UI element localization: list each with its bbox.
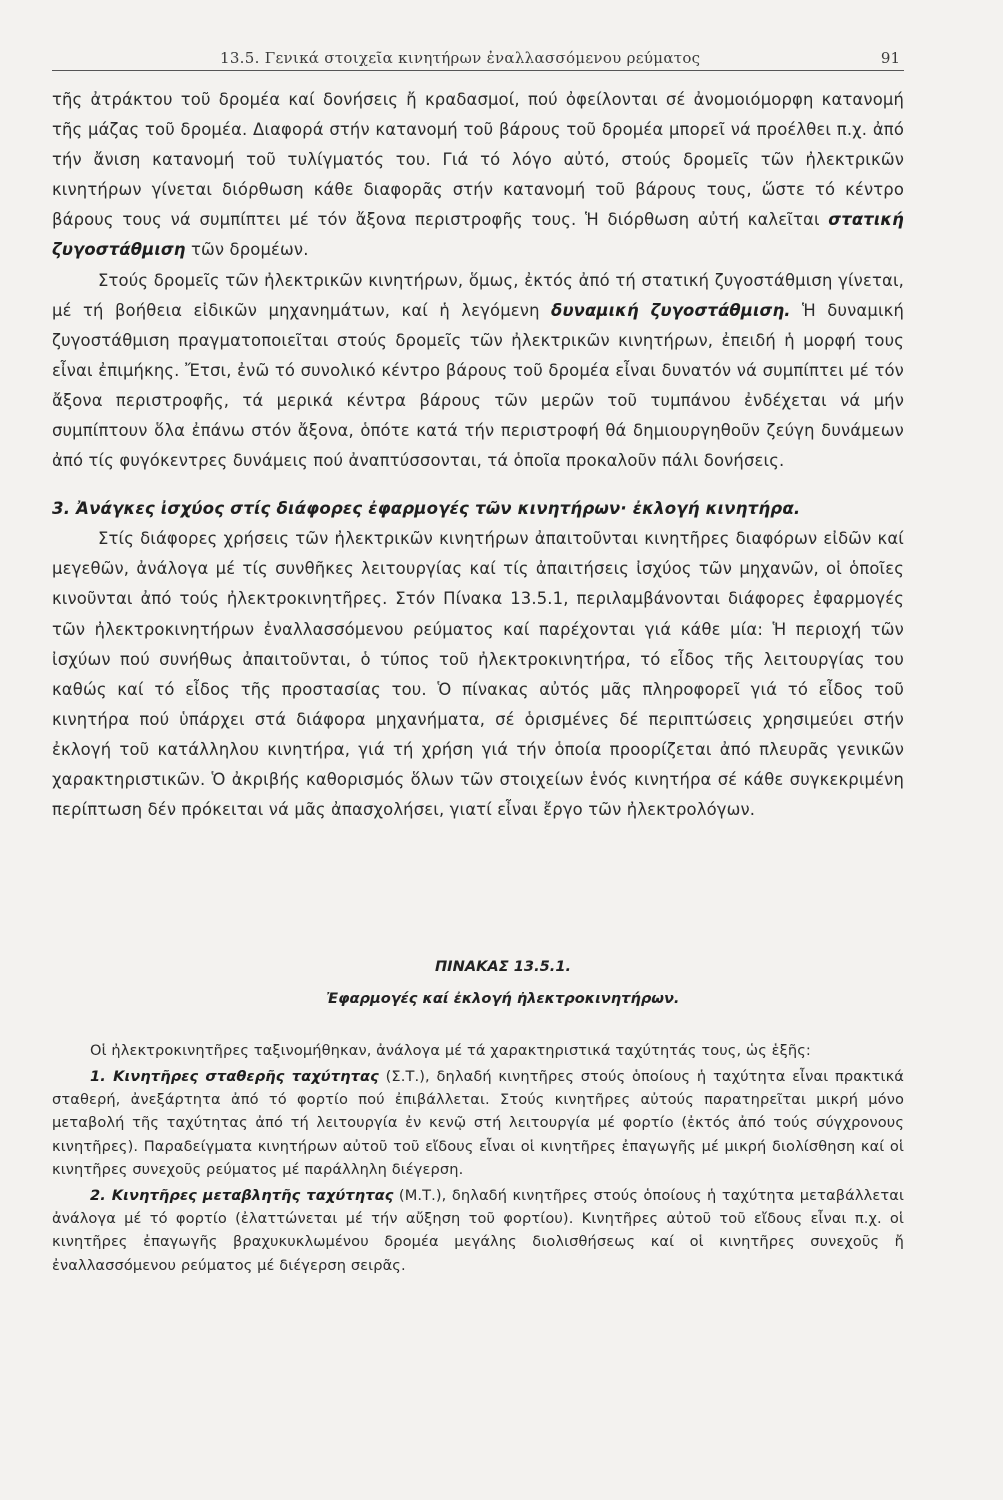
- table-caption: [52, 951, 904, 1015]
- paragraph-text: Στούς δρομεῖς τῶν ἠλεκτρικῶν κινητήρων, ὅμως, ἐκτός ἀπό τή στατική ζυγοστάθμιση γίνεται, μέ τή βοήθεια εἰδικῶν μηχανημάτων, καί ἡ λεγόμενη: [52, 270, 904, 320]
- table-title: Ἐφαρμογές καί ἐκλογή ἠλεκτροκινητήρων.: [326, 990, 680, 1008]
- paragraph-text: τῆς ἀτράκτου τοῦ δρομέα καί δονήσεις ἤ κραδασμοί, πού ὀφείλονται σέ ἀνομοιόμορφη κατανομή τῆς μάζας τοῦ δρομέα. Διαφορά στήν κατανομή τοῦ βάρους τοῦ δρομέα μπορεῖ νά προέλθει π.χ. ἀπό τήν ἄνιση κατανομή τοῦ τυλίγματός του. Γιά τό λόγο αὐτό, στούς δρομεῖς τῶν ἠλεκτρικῶν κινητήρων γίνεται διόρθωση κάθε διαφορᾶς στήν κατανομή τοῦ βάρους τους, ὥστε τό κέντρο βάρους τους νά συμπίπτει μέ τόν ἄξονα περιστροφῆς τους. Ἡ διόρθωση αὐτή καλεῖται: [52, 90, 904, 230]
- note-text: (Σ.Τ.), δηλαδή κινητῆρες στούς ὁποίους ἡ ταχύτητα εἶναι πρακτικά σταθερή, ἀνεξάρτητα ἀπό τό φορτίο πού ἐπιβάλλεται. Στούς κινητῆρες αὐτούς παρατηρεῖται μικρή μόνο μεταβολή τῆς ταχύτητας ἀπό τή λειτουργία ἐν κενῷ στή λειτουργία μέ φορτίο (ἐκτός ἀπό τούς σύγχρονους κινητῆρες). Παραδείγματα κινητήρων αὐτοῦ τοῦ εἴδους εἶναι οἱ κινητῆρες ἐπαγωγῆς μέ μικρή διολίσθηση καί οἱ κινητῆρες συνεχοῦς ρεύματος μέ παράλληλη διέγερση.: [52, 1067, 905, 1179]
- table-notes: [52, 1039, 904, 1277]
- main-text: [52, 85, 904, 825]
- note-text: (Μ.Τ.), δηλαδή κινητῆρες στούς ὁποίους ἡ ταχύτητα μεταβάλλεται ἀνάλογα μέ τό φορτίο (ἐλαττώνεται μέ τήν αὔξηση τοῦ φορτίου). Κινητῆρες αὐτοῦ τοῦ εἴδους εἶναι π.χ. οἱ κινητῆρες ἐπαγωγῆς βραχυκυκλωμένου δρομέα μεγάλης διολισθήσεως καί οἱ κινητῆρες συνεχοῦς ἤ ἐναλλασσόμενου ρεύματος μέ διέγερση σειρᾶς.: [52, 1186, 904, 1274]
- paragraph-power-needs: Στίς διάφορες χρήσεις τῶν ἠλεκτρικῶν κινητήρων ἀπαιτοῦνται κινητῆρες διαφόρων εἰδῶν καί μεγεθῶν, ἀνάλογα μέ τίς συνθῆκες λειτουργίας καί τίς ἀπαιτήσεις ἰσχύος τῶν μηχανῶν, οἱ ὁποῖες κινοῦνται ἀπό τούς ἠλεκτροκινητῆρες. Στόν Πίνακα 13.5.1, περιλαμβάνονται διάφορες ἐφαρμογές τῶν ἠλεκτροκινητήρων ἐναλλασσόμενου ρεύματος καί παρέχονται γιά κάθε μία: Ἡ περιοχή τῶν ἰσχύων πού συνήθως ἀπαιτοῦνται, ὁ τύπος τοῦ ἠλεκτροκινητήρα, τό εἶδος τῆς λειτουργίας του καθώς καί τό εἶδος τῆς προστασίας του. Ὁ πίνακας αὐτός μᾶς πληροφορεῖ γιά τό εἶδος τοῦ κινητήρα πού ὑπάρχει στά διάφορα μηχανήματα, σέ ὁρισμένες δέ περιπτώσεις χρησιμεύει στήν ἐκλογή τοῦ κατάλληλου κινητήρα, γιά τή χρήση γιά τήν ὁποία προορίζεται ἀπό πλευρᾶς γενικῶν χαρακτηριστικῶν. Ὁ ἀκριβής καθορισμός ὅλων τῶν στοιχείων ἑνός κινητήρα σέ κάθε συγκεκριμένη περίπτωση δέν πρόκειται νά μᾶς ἀπασχολήσει, γιατί εἶναι ἔργο τῶν ἠλεκτρολόγων.: [52, 529, 904, 820]
- paragraph-dynamic-balancing: [52, 266, 904, 477]
- running-header: [52, 40, 904, 71]
- paragraph-static-balancing: [52, 85, 904, 266]
- book-page: [52, 40, 904, 1279]
- paragraph-text: Ἡ δυναμική ζυγοστάθμιση πραγματοποιεῖται στούς δρομεῖς τῶν ἠλεκτρικῶν κινητήρων, ἐπειδή ἡ μορφή τους εἶναι ἐπιμήκης. Ἔτσι, ἐνῶ τό συνολικό κέντρο βάρους τοῦ δρομέα εἶναι δυνατόν νά συμπίπτει μέ τόν ἄξονα περιστροφῆς, τά μερικά κέντρα βάρους τῶν μερῶν τοῦ τυμπάνου ἐνδέχεται νά μήν συμπίπτουν ὅλα ἐπάνω στόν ἄξονα, ὁπότε κατά τήν περιστροφή θά δημιουργηθοῦν ζεύγη δυνάμεων ἀπό τίς φυγόκεντρες δυνάμεις πού ἀναπτύσσονται, τά ὁποῖα προκαλοῦν πάλι δονήσεις.: [52, 300, 904, 471]
- note-item-variable-speed: [52, 1184, 904, 1278]
- term-static-balancing: στατική ζυγοστάθμιση: [52, 210, 904, 260]
- paragraph-text: τῶν δρομέων.: [185, 240, 309, 260]
- table-label: ΠΙΝΑΚΑΣ 13.5.1.: [434, 958, 572, 976]
- page-number: 91: [880, 49, 900, 67]
- note-term: 2. Κινητῆρες μεταβλητῆς ταχύτητας: [90, 1186, 394, 1204]
- section-heading: 3. Ἀνάγκες ἰσχύος στίς διάφορες ἐφαρμογές τῶν κινητήρων· ἐκλογή κινητήρα.: [52, 499, 801, 519]
- note-item-constant-speed: [52, 1065, 904, 1182]
- term-dynamic-balancing: δυναμική ζυγοστάθμιση.: [551, 300, 791, 320]
- note-term: 1. Κινητῆρες σταθερῆς ταχύτητας: [90, 1067, 379, 1085]
- running-header-title: 13.5. Γενικά στοιχεῖα κινητήρων ἐναλλασσόμενου ρεύματος: [220, 49, 701, 67]
- notes-intro: Οἱ ἠλεκτροκινητῆρες ταξινομήθηκαν, ἀνάλογα μέ τά χαρακτηριστικά ταχύτητάς τους, ὡς ἑξῆς:: [90, 1042, 811, 1060]
